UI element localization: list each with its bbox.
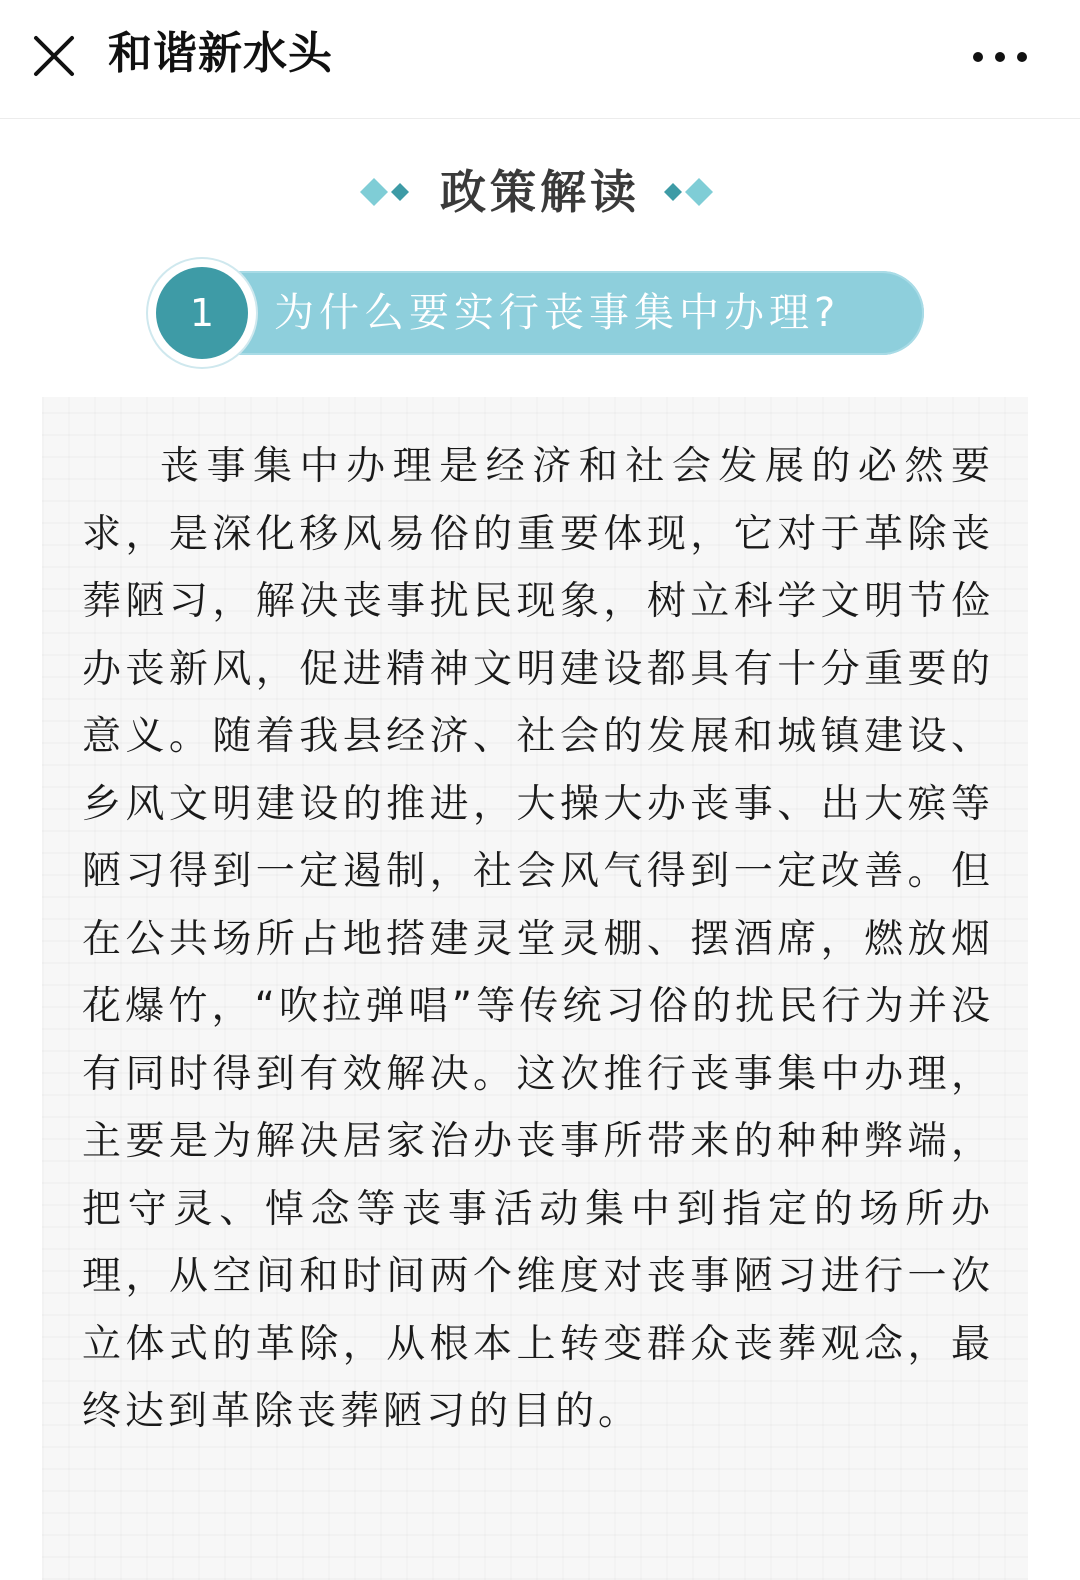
close-button[interactable] bbox=[28, 30, 80, 82]
question-number-badge bbox=[148, 259, 256, 367]
question-banner bbox=[148, 259, 928, 369]
diamond-decoration-icon bbox=[358, 177, 418, 207]
section-header bbox=[0, 147, 1080, 237]
more-options-button[interactable] bbox=[960, 40, 1040, 74]
top-bar bbox=[0, 0, 1080, 119]
question-text: 为什么要实行丧事集中办理? bbox=[274, 290, 841, 336]
body-paragraph: 丧事集中办理是经济和社会发展的必然要求，是深化移风易俗的重要体现，它对于革除丧葬陋习，解决丧事扰民现象，树立科学文明节俭办丧新风，促进精神文明建设都具有十分重要的意义。随着我县经济、社会的发展和城镇建设、乡风文明建设的推进，大操大办丧事、出大殡等陋习得到一定遏制，社会风气得到一定改善。但在公共场所占地搭建灵堂灵棚、摆酒席，燃放烟花爆竹，“吹拉弹唱”等传统习俗的扰民行为并没有同时得到有效解决。这次推行丧事集中办理，主要是为解决居家治办丧事所带来的种种弊端，把守灵、悼念等丧事活动集中到指定的场所办理，从空间和时间两个维度对丧事陋习进行一次立体式的革除，从根本上转变群众丧葬观念，最终达到革除丧葬陋习的目的。 bbox=[82, 444, 994, 1434]
more-dots-icon bbox=[960, 40, 1040, 74]
body-panel bbox=[42, 397, 1028, 1580]
close-icon bbox=[28, 30, 80, 82]
section-title: 政策解读 bbox=[440, 165, 640, 219]
article-content bbox=[0, 119, 1080, 1580]
page-title: 和谐新水头 bbox=[108, 28, 333, 79]
diamond-decoration-icon bbox=[655, 177, 715, 207]
question-number: 1 bbox=[156, 267, 248, 359]
